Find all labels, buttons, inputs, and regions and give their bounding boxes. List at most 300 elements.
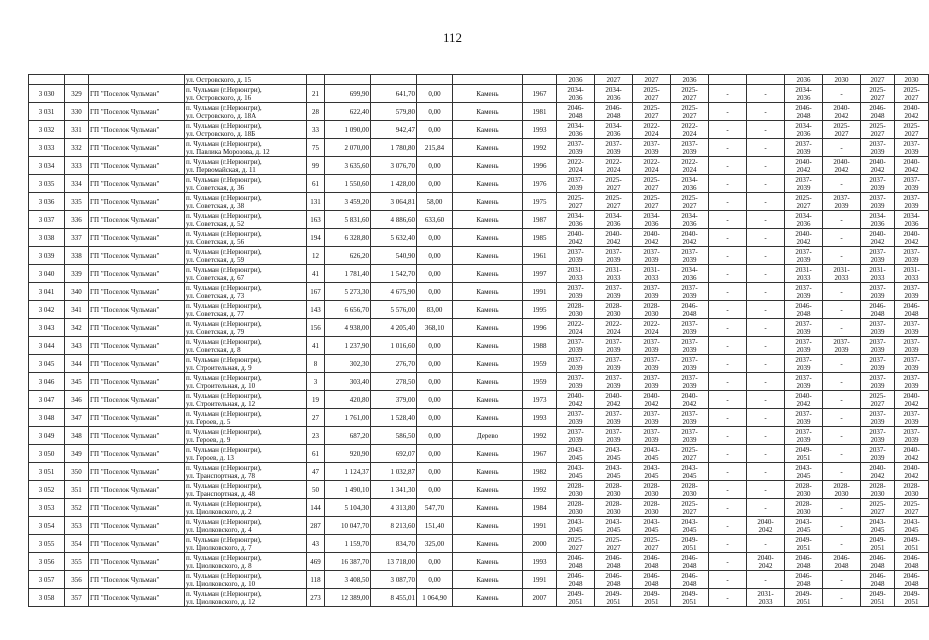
year-cell: 2028- 2030	[633, 481, 671, 499]
year-cell: 2037- 2039	[557, 283, 595, 301]
total-area-cell: 920,90	[325, 445, 371, 463]
living-area-cell: 1 341,30	[371, 481, 417, 499]
index-cell: 343	[65, 337, 89, 355]
total-area-cell: 5 104,30	[325, 499, 371, 517]
year-cell: 2027	[595, 75, 633, 85]
year-cell: -	[823, 589, 861, 607]
housing-register-table	[28, 74, 929, 607]
year-cell: -	[747, 229, 785, 247]
nonresidential-area-cell: 0,00	[417, 391, 453, 409]
nonresidential-area-cell: 0,00	[417, 157, 453, 175]
wall-material-cell: Камень	[453, 229, 523, 247]
organization-cell: ГП "Поселок Чульман"	[89, 103, 185, 121]
build-year-cell: 1959	[523, 373, 557, 391]
organization-cell: ГП "Поселок Чульман"	[89, 283, 185, 301]
build-year-cell: 1993	[523, 121, 557, 139]
year-cell: 2037- 2039	[671, 139, 709, 157]
year-cell: 2037- 2039	[785, 175, 823, 193]
build-year-cell: 1995	[523, 301, 557, 319]
year-cell: 2031- 2033	[557, 265, 595, 283]
year-cell: 2025- 2027	[595, 193, 633, 211]
year-cell: 2031- 2033	[823, 265, 861, 283]
year-cell: 2034- 2036	[557, 121, 595, 139]
nonresidential-area-cell: 215,84	[417, 139, 453, 157]
year-cell: 2022- 2024	[557, 157, 595, 175]
index-cell: 336	[65, 211, 89, 229]
year-cell: 2040- 2042	[747, 553, 785, 571]
year-cell: 2043- 2045	[595, 445, 633, 463]
year-cell: 2025- 2027	[671, 445, 709, 463]
organization-cell: ГП "Поселок Чульман"	[89, 427, 185, 445]
year-cell: -	[709, 517, 747, 535]
apartments-cell: 273	[307, 589, 325, 607]
year-cell: -	[709, 355, 747, 373]
total-area-cell: 16 387,70	[325, 553, 371, 571]
year-cell: 2043- 2045	[557, 517, 595, 535]
year-cell: 2043- 2045	[595, 463, 633, 481]
year-cell: 2028- 2030	[895, 481, 929, 499]
year-cell: 2040- 2042	[861, 157, 895, 175]
wall-material-cell: Камень	[453, 283, 523, 301]
record-number-cell: 3 032	[29, 121, 65, 139]
wall-material-cell: Камень	[453, 337, 523, 355]
year-cell: 2043- 2045	[671, 517, 709, 535]
year-cell: -	[747, 355, 785, 373]
index-cell: 352	[65, 499, 89, 517]
year-cell	[747, 75, 785, 85]
build-year-cell: 1973	[523, 391, 557, 409]
total-area-cell: 420,80	[325, 391, 371, 409]
year-cell: 2031- 2033	[595, 265, 633, 283]
build-year-cell: 1984	[523, 499, 557, 517]
year-cell: -	[747, 211, 785, 229]
year-cell: 2034- 2036	[861, 211, 895, 229]
living-area-cell: 641,70	[371, 85, 417, 103]
nonresidential-area-cell: 0,00	[417, 337, 453, 355]
nonresidential-area-cell: 83,00	[417, 301, 453, 319]
year-cell: 2040- 2042	[557, 391, 595, 409]
wall-material-cell: Камень	[453, 211, 523, 229]
year-cell: 2028- 2030	[557, 301, 595, 319]
year-cell: 2040- 2042	[633, 229, 671, 247]
year-cell: 2043- 2045	[595, 517, 633, 535]
index-cell: 348	[65, 427, 89, 445]
apartments-cell: 27	[307, 409, 325, 427]
table-row	[29, 265, 929, 283]
year-cell: 2040- 2042	[785, 391, 823, 409]
apartments-cell: 167	[307, 283, 325, 301]
year-cell: -	[823, 391, 861, 409]
year-cell: 2037- 2039	[861, 409, 895, 427]
page-number: 112	[442, 30, 463, 45]
address-cell: п. Чульман (г.Нерюнгри), ул. Героев, д. 9	[185, 427, 307, 445]
build-year-cell: 1992	[523, 427, 557, 445]
wall-material-cell: Камень	[453, 355, 523, 373]
year-cell: 2046- 2048	[861, 571, 895, 589]
address-cell: п. Чульман (г.Нерюнгри), ул. Циолковского, д. 2	[185, 499, 307, 517]
record-number-cell: 3 055	[29, 535, 65, 553]
record-number-cell: 3 049	[29, 427, 65, 445]
table-row	[29, 157, 929, 175]
year-cell: 2034- 2036	[633, 211, 671, 229]
apartments-cell: 118	[307, 571, 325, 589]
year-cell: 2049- 2051	[785, 445, 823, 463]
organization-cell: ГП "Поселок Чульман"	[89, 175, 185, 193]
wall-material-cell: Камень	[453, 589, 523, 607]
wall-material-cell: Камень	[453, 409, 523, 427]
address-cell: п. Чульман (г.Нерюнгри), ул. Павлика Морозова, д. 12	[185, 139, 307, 157]
total-area-cell: 12 389,00	[325, 589, 371, 607]
record-number-cell: 3 048	[29, 409, 65, 427]
organization-cell: ГП "Поселок Чульман"	[89, 85, 185, 103]
table-row	[29, 193, 929, 211]
year-cell: 2037- 2039	[557, 355, 595, 373]
year-cell: 2046- 2048	[895, 301, 929, 319]
year-cell: 2046- 2048	[557, 553, 595, 571]
year-cell: 2046- 2048	[785, 103, 823, 121]
year-cell: 2040- 2042	[861, 229, 895, 247]
wall-material-cell: Камень	[453, 463, 523, 481]
address-cell: п. Чульман (г.Нерюнгри), ул. Первомайская, д. 11	[185, 157, 307, 175]
record-number-cell: 3 046	[29, 373, 65, 391]
year-cell: 2049- 2051	[785, 535, 823, 553]
living-area-cell: 4 313,80	[371, 499, 417, 517]
year-cell: 2025- 2027	[785, 193, 823, 211]
year-cell: 2031- 2033	[747, 589, 785, 607]
table-row	[29, 445, 929, 463]
total-area-cell: 3 408,50	[325, 571, 371, 589]
year-cell: 2040- 2042	[785, 229, 823, 247]
year-cell: 2040- 2042	[671, 391, 709, 409]
year-cell: -	[747, 283, 785, 301]
year-cell: 2046- 2048	[861, 301, 895, 319]
index-cell: 341	[65, 301, 89, 319]
year-cell: -	[709, 211, 747, 229]
index-cell: 344	[65, 355, 89, 373]
build-year-cell: 1996	[523, 319, 557, 337]
record-number-cell: 3 038	[29, 229, 65, 247]
total-area-cell: 303,40	[325, 373, 371, 391]
year-cell: -	[823, 445, 861, 463]
living-area-cell: 579,80	[371, 103, 417, 121]
year-cell: 2025- 2027	[633, 193, 671, 211]
year-cell: 2049- 2051	[633, 589, 671, 607]
apartments-cell: 41	[307, 337, 325, 355]
build-year-cell: 1991	[523, 517, 557, 535]
year-cell: 2034- 2036	[557, 211, 595, 229]
wall-material-cell: Камень	[453, 103, 523, 121]
nonresidential-area-cell: 0,00	[417, 103, 453, 121]
nonresidential-area-cell: 0,00	[417, 283, 453, 301]
nonresidential-area-cell: 0,00	[417, 553, 453, 571]
year-cell: 2028- 2030	[557, 481, 595, 499]
year-cell: 2034- 2036	[595, 211, 633, 229]
organization-cell: ГП "Поселок Чульман"	[89, 499, 185, 517]
living-area-cell: 834,70	[371, 535, 417, 553]
year-cell: 2037- 2039	[861, 247, 895, 265]
build-year-cell: 1991	[523, 571, 557, 589]
year-cell: 2025- 2027	[823, 121, 861, 139]
apartments-cell: 21	[307, 85, 325, 103]
year-cell: 2046- 2048	[671, 553, 709, 571]
year-cell: 2043- 2045	[785, 517, 823, 535]
index-cell: 340	[65, 283, 89, 301]
wall-material-cell: Камень	[453, 535, 523, 553]
year-cell: 2046- 2048	[557, 571, 595, 589]
year-cell: 2040- 2042	[823, 157, 861, 175]
year-cell: 2028- 2030	[557, 499, 595, 517]
continuation-row	[29, 75, 929, 85]
year-cell: 2046- 2048	[895, 571, 929, 589]
year-cell: 2037- 2039	[671, 247, 709, 265]
apartments-cell: 33	[307, 121, 325, 139]
organization-cell: ГП "Поселок Чульман"	[89, 589, 185, 607]
year-cell: 2049- 2051	[861, 535, 895, 553]
year-cell: 2028- 2030	[595, 301, 633, 319]
total-area-cell: 3 635,60	[325, 157, 371, 175]
year-cell: 2037- 2039	[895, 427, 929, 445]
build-year-cell: 1982	[523, 463, 557, 481]
year-cell: -	[709, 535, 747, 553]
living-area-cell: 379,00	[371, 391, 417, 409]
table-row	[29, 319, 929, 337]
year-cell: 2046- 2048	[785, 553, 823, 571]
year-cell: -	[747, 391, 785, 409]
year-cell: -	[709, 409, 747, 427]
year-cell: -	[747, 85, 785, 103]
year-cell: 2028- 2030	[633, 499, 671, 517]
year-cell: 2037- 2039	[785, 247, 823, 265]
year-cell: 2028- 2030	[671, 481, 709, 499]
index-cell: 356	[65, 571, 89, 589]
year-cell: 2022- 2024	[671, 121, 709, 139]
year-cell: 2034- 2036	[671, 175, 709, 193]
apartments-cell: 41	[307, 265, 325, 283]
organization-cell: ГП "Поселок Чульман"	[89, 139, 185, 157]
year-cell: 2022- 2024	[633, 319, 671, 337]
build-year-cell: 1996	[523, 157, 557, 175]
total-area-cell: 5 831,60	[325, 211, 371, 229]
year-cell: 2049- 2051	[861, 589, 895, 607]
year-cell: 2034- 2036	[895, 211, 929, 229]
year-cell: -	[709, 103, 747, 121]
table-row	[29, 517, 929, 535]
year-cell: -	[709, 553, 747, 571]
year-cell: 2037- 2039	[823, 337, 861, 355]
index-cell: 354	[65, 535, 89, 553]
organization-cell: ГП "Поселок Чульман"	[89, 535, 185, 553]
year-cell: 2037- 2039	[595, 247, 633, 265]
wall-material-cell: Камень	[453, 265, 523, 283]
year-cell: 2025- 2027	[633, 175, 671, 193]
index-cell: 347	[65, 409, 89, 427]
year-cell: 2028- 2030	[861, 481, 895, 499]
table-row	[29, 85, 929, 103]
table-row	[29, 103, 929, 121]
living-area-cell: 4 886,60	[371, 211, 417, 229]
year-cell: 2043- 2045	[557, 445, 595, 463]
year-cell: 2043- 2045	[633, 463, 671, 481]
organization-cell: ГП "Поселок Чульман"	[89, 301, 185, 319]
address-cell: п. Чульман (г.Нерюнгри), ул. Транспортная, д. 48	[185, 481, 307, 499]
year-cell: 2040- 2042	[823, 103, 861, 121]
nonresidential-area-cell: 0,00	[417, 427, 453, 445]
build-year-cell: 1992	[523, 481, 557, 499]
year-cell: 2046- 2048	[861, 103, 895, 121]
year-cell: 2037- 2039	[671, 283, 709, 301]
year-cell: -	[709, 391, 747, 409]
total-area-cell: 6 656,70	[325, 301, 371, 319]
year-cell: -	[709, 481, 747, 499]
apartments-cell: 287	[307, 517, 325, 535]
year-cell: 2025- 2027	[895, 85, 929, 103]
living-area-cell: 276,70	[371, 355, 417, 373]
wall-material-cell: Камень	[453, 499, 523, 517]
record-number-cell: 3 056	[29, 553, 65, 571]
year-cell: 2030	[823, 75, 861, 85]
living-area-cell: 1 428,00	[371, 175, 417, 193]
year-cell: 2022- 2024	[671, 157, 709, 175]
year-cell: 2037- 2039	[895, 283, 929, 301]
year-cell: 2037- 2039	[557, 139, 595, 157]
year-cell: 2043- 2045	[861, 517, 895, 535]
year-cell: 2037- 2039	[861, 337, 895, 355]
living-area-cell: 692,07	[371, 445, 417, 463]
build-year-cell: 1976	[523, 175, 557, 193]
year-cell: 2046- 2048	[895, 553, 929, 571]
year-cell: 2031- 2033	[861, 265, 895, 283]
total-area-cell: 1 490,10	[325, 481, 371, 499]
year-cell: -	[747, 337, 785, 355]
table-row	[29, 247, 929, 265]
address-cell: п. Чульман (г.Нерюнгри), ул. Циолковского, д. 7	[185, 535, 307, 553]
apartments-cell: 50	[307, 481, 325, 499]
year-cell: 2037- 2039	[595, 283, 633, 301]
record-number-cell: 3 053	[29, 499, 65, 517]
address-cell: п. Чульман (г.Нерюнгри), ул. Циолковского, д. 12	[185, 589, 307, 607]
year-cell: 2037- 2039	[861, 427, 895, 445]
year-cell: 2034- 2036	[557, 85, 595, 103]
total-area-cell: 1 761,00	[325, 409, 371, 427]
year-cell: 2037- 2039	[785, 283, 823, 301]
wall-material-cell: Камень	[453, 175, 523, 193]
year-cell: 2043- 2045	[671, 463, 709, 481]
living-area-cell: 3 087,70	[371, 571, 417, 589]
organization-cell: ГП "Поселок Чульман"	[89, 355, 185, 373]
organization-cell: ГП "Поселок Чульман"	[89, 319, 185, 337]
year-cell: 2049- 2051	[595, 589, 633, 607]
build-year-cell: 1967	[523, 85, 557, 103]
index-cell: 350	[65, 463, 89, 481]
year-cell: 2025- 2027	[895, 121, 929, 139]
year-cell: 2040- 2042	[895, 445, 929, 463]
living-area-cell: 4 205,40	[371, 319, 417, 337]
year-cell: 2036	[785, 75, 823, 85]
year-cell: 2036	[671, 75, 709, 85]
year-cell: 2037- 2039	[671, 337, 709, 355]
index-cell: 339	[65, 265, 89, 283]
year-cell: -	[747, 571, 785, 589]
year-cell: 2049- 2051	[785, 589, 823, 607]
nonresidential-area-cell: 0,00	[417, 121, 453, 139]
wall-material-cell: Камень	[453, 391, 523, 409]
organization-cell: ГП "Поселок Чульман"	[89, 445, 185, 463]
table-row	[29, 499, 929, 517]
nonresidential-area-cell: 368,10	[417, 319, 453, 337]
nonresidential-area-cell: 0,00	[417, 355, 453, 373]
year-cell: 2040- 2042	[895, 463, 929, 481]
year-cell: 2049- 2051	[671, 535, 709, 553]
year-cell: 2040- 2042	[785, 157, 823, 175]
build-year-cell: 2007	[523, 589, 557, 607]
year-cell: -	[823, 319, 861, 337]
year-cell: 2040- 2042	[557, 229, 595, 247]
year-cell: 2037- 2039	[671, 319, 709, 337]
build-year-cell: 2000	[523, 535, 557, 553]
organization-cell: ГП "Поселок Чульман"	[89, 193, 185, 211]
year-cell: -	[747, 535, 785, 553]
year-cell: 2037- 2039	[557, 337, 595, 355]
year-cell: -	[747, 157, 785, 175]
year-cell: 2040- 2042	[595, 391, 633, 409]
year-cell: -	[747, 121, 785, 139]
organization-cell: ГП "Поселок Чульман"	[89, 553, 185, 571]
organization-cell: ГП "Поселок Чульман"	[89, 571, 185, 589]
living-area-cell: 278,50	[371, 373, 417, 391]
year-cell: 2034- 2036	[785, 85, 823, 103]
address-cell: п. Чульман (г.Нерюнгри), ул. Островского, д. 18А	[185, 103, 307, 121]
year-cell: 2025- 2027	[861, 121, 895, 139]
table-row	[29, 391, 929, 409]
index-cell: 342	[65, 319, 89, 337]
living-area-cell: 5 632,40	[371, 229, 417, 247]
address-cell: п. Чульман (г.Нерюнгри), ул. Строительная, д. 9	[185, 355, 307, 373]
index-cell: 333	[65, 157, 89, 175]
table-row	[29, 589, 929, 607]
record-number-cell: 3 042	[29, 301, 65, 319]
record-number-cell: 3 052	[29, 481, 65, 499]
record-number-cell: 3 033	[29, 139, 65, 157]
year-cell: -	[823, 211, 861, 229]
index-cell: 335	[65, 193, 89, 211]
year-cell: 2037- 2039	[595, 373, 633, 391]
apartments-cell: 8	[307, 355, 325, 373]
year-cell: 2034- 2036	[671, 265, 709, 283]
nonresidential-area-cell: 58,00	[417, 193, 453, 211]
living-area-cell: 3 076,70	[371, 157, 417, 175]
table-row	[29, 463, 929, 481]
year-cell: -	[747, 427, 785, 445]
organization-cell: ГП "Поселок Чульман"	[89, 337, 185, 355]
year-cell: 2046- 2048	[595, 553, 633, 571]
table-row	[29, 175, 929, 193]
apartments-cell: 144	[307, 499, 325, 517]
year-cell: 2031- 2033	[895, 265, 929, 283]
year-cell: 2025- 2027	[671, 85, 709, 103]
apartments-cell: 43	[307, 535, 325, 553]
nonresidential-area-cell: 0,00	[417, 463, 453, 481]
index-cell: 330	[65, 103, 89, 121]
address-cell: ул. Островского, д. 15	[185, 75, 307, 85]
nonresidential-area-cell: 325,00	[417, 535, 453, 553]
build-year-cell: 1967	[523, 445, 557, 463]
year-cell: -	[823, 463, 861, 481]
year-cell: 2025- 2027	[861, 499, 895, 517]
year-cell: 2037- 2039	[557, 373, 595, 391]
year-cell: -	[823, 301, 861, 319]
address-cell: п. Чульман (г.Нерюнгри), ул. Советская, д. 79	[185, 319, 307, 337]
index-cell: 357	[65, 589, 89, 607]
